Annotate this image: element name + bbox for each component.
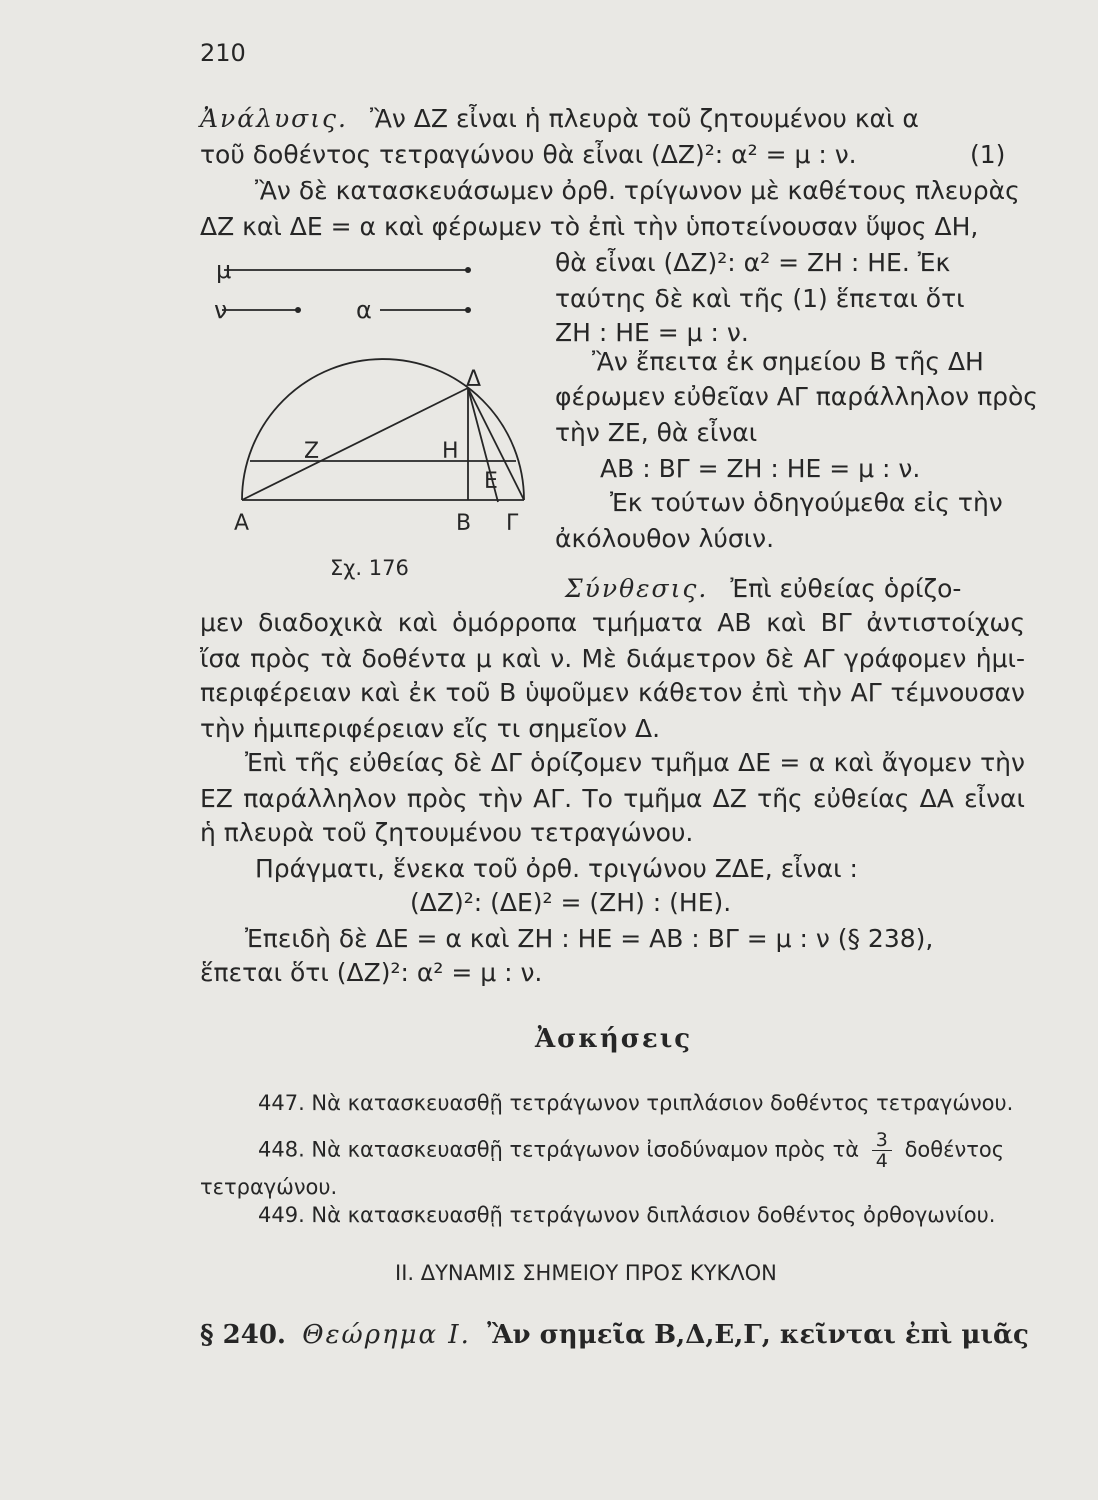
synthesis-line-12: ἕπεται ὅτι (ΔΖ)²: α² = μ : ν.: [200, 958, 543, 987]
analysis-line-8: Ἂν ἔπειτα ἐκ σημείου Β τῆς ΔΗ: [592, 347, 984, 376]
analysis-line-5: θὰ εἶναι (ΔΖ)²: α² = ΖΗ : ΗΕ. Ἐκ: [555, 248, 951, 277]
exercise-449: 449. Νὰ κατασκευασθῇ τετράγωνον διπλάσιον δοθέντος ὀρθογωνίου.: [258, 1203, 996, 1227]
synthesis-line-8: ἡ πλευρὰ τοῦ ζητουμένου τετραγώνου.: [200, 818, 694, 847]
theorem-text: Ἂν σημεῖα Β,Δ,Ε,Γ, κεῖνται ἐπὶ μιᾶς: [487, 1320, 1029, 1350]
analysis-line-11: ΑΒ : ΒΓ = ΖΗ : ΗΕ = μ : ν.: [600, 454, 921, 483]
figure-176: [210, 248, 540, 548]
analysis-line-1: [200, 104, 1025, 134]
synthesis-line-9: Πράγματι, ἕνεκα τοῦ ὀρθ. τριγώνου ΖΔΕ, εἶναι :: [255, 854, 858, 883]
theorem-line: [200, 1320, 1029, 1350]
analysis-line-12: Ἐκ τούτων ὁδηγούμεθα εἰς τὴν: [610, 488, 1003, 517]
chord-AD: [242, 388, 468, 500]
analysis-line-13: ἀκόλουθον λύσιν.: [555, 524, 775, 553]
point-label-A: Α: [234, 511, 250, 536]
point-label-H: Η: [442, 439, 459, 464]
synthesis-line-10: (ΔΖ)²: (ΔΕ)² = (ΖΗ) : (ΗΕ).: [410, 888, 732, 917]
analysis-line-7: ΖΗ : ΗΕ = μ : ν.: [555, 318, 749, 347]
analysis-heading: Ἀνάλυσις.: [200, 104, 348, 133]
analysis-line-2: τοῦ δοθέντος τετραγώνου θὰ εἶναι (ΔΖ)²: α² = μ : ν.: [200, 140, 857, 169]
label-alpha: α: [356, 296, 372, 324]
analysis-line-4: ΔΖ καὶ ΔΕ = α καὶ φέρωμεν τὸ ἐπὶ τὴν ὑποτείνουσαν ὕψος ΔΗ,: [200, 212, 979, 241]
synthesis-line-11: Ἐπειδὴ δὲ ΔΕ = α καὶ ΖΗ : ΗΕ = ΑΒ : ΒΓ = μ : ν (§ 238),: [245, 924, 934, 953]
fraction-three-quarters: [872, 1130, 892, 1171]
synthesis-line-2: μεν διαδοχικὰ καὶ ὁμόρροπα τμήματα ΑΒ καὶ ΒΓ ἀντιστοίχως: [200, 608, 1025, 637]
analysis-line-3: Ἂν δὲ κατασκευάσωμεν ὀρθ. τρίγωνον μὲ καθέτους πλευρὰς: [255, 176, 1020, 205]
point-label-B: Β: [456, 511, 472, 536]
synthesis-line-5: τὴν ἡμιπεριφέρειαν εἴς τι σημεῖον Δ.: [200, 714, 661, 743]
point-label-D: Δ: [466, 367, 482, 392]
analysis-line-10: τὴν ΖΕ, θὰ εἶναι: [555, 418, 758, 447]
exercise-448-text: 448. Νὰ κατασκευασθῇ τετράγωνον ἰσοδύναμον πρὸς τὰ: [258, 1137, 860, 1162]
synthesis-line-3: ἴσα πρὸς τὰ δοθέντα μ καὶ ν. Μὲ διάμετρον δὲ ΑΓ γράφομεν ἡμι-: [200, 644, 1025, 673]
synthesis-line-4: περιφέρειαν καὶ ἐκ τοῦ Β ὑψοῦμεν κάθετον ἐπὶ τὴν ΑΓ τέμνουσαν: [200, 678, 1025, 707]
exercise-448-text-end: δοθέντος: [904, 1137, 1005, 1162]
page-number: 210: [200, 39, 246, 67]
fraction-denominator: 4: [875, 1150, 888, 1172]
synthesis-heading: Σύνθεσις.: [565, 574, 709, 603]
synthesis-text-1: Ἐπὶ εὐθείας ὁρίζο-: [730, 574, 962, 603]
figure-caption: Σχ. 176: [330, 556, 409, 580]
point-label-Z: Ζ: [304, 439, 320, 464]
exercises-heading: Ἀσκήσεις: [535, 1024, 693, 1054]
synthesis-line-7: ΕΖ παράλληλον πρὸς τὴν ΑΓ. Το τμῆμα ΔΖ τῆς εὐθείας ΔΑ εἶναι: [200, 784, 1025, 813]
analysis-line-9: φέρωμεν εὐθεῖαν ΑΓ παράλληλον πρὸς: [555, 382, 1038, 411]
synthesis-line-6: Ἐπὶ τῆς εὐθείας δὲ ΔΓ ὁρίζομεν τμῆμα ΔΕ = α καὶ ἄγομεν τὴν: [245, 748, 1025, 777]
exercise-447: 447. Νὰ κατασκευασθῇ τετράγωνον τριπλάσιον δοθέντος τετραγώνου.: [258, 1091, 1014, 1115]
label-mu: μ: [216, 256, 232, 284]
equation-label-1: (1): [970, 140, 1006, 169]
point-label-G: Γ: [506, 511, 519, 536]
exercise-448: [258, 1130, 1004, 1171]
theorem-label: Θεώρημα Ι.: [302, 1320, 471, 1350]
analysis-line-6: ταύτης δὲ καὶ τῆς (1) ἕπεται ὅτι: [555, 284, 965, 313]
section-title: II. ΔΥΝΑΜΙΣ ΣΗΜΕΙΟΥ ΠΡΟΣ ΚΥΚΛΟΝ: [395, 1261, 777, 1285]
synthesis-line-1: [565, 574, 961, 604]
point-label-E: Ε: [484, 469, 498, 494]
paragraph-number: § 240.: [200, 1320, 286, 1350]
analysis-text-1: Ἂν ΔΖ εἶναι ἡ πλευρὰ τοῦ ζητουμένου καὶ α: [369, 104, 919, 133]
exercise-448-continued: τετραγώνου.: [200, 1175, 338, 1199]
label-nu: ν: [214, 296, 228, 324]
fraction-numerator: 3: [872, 1130, 892, 1151]
